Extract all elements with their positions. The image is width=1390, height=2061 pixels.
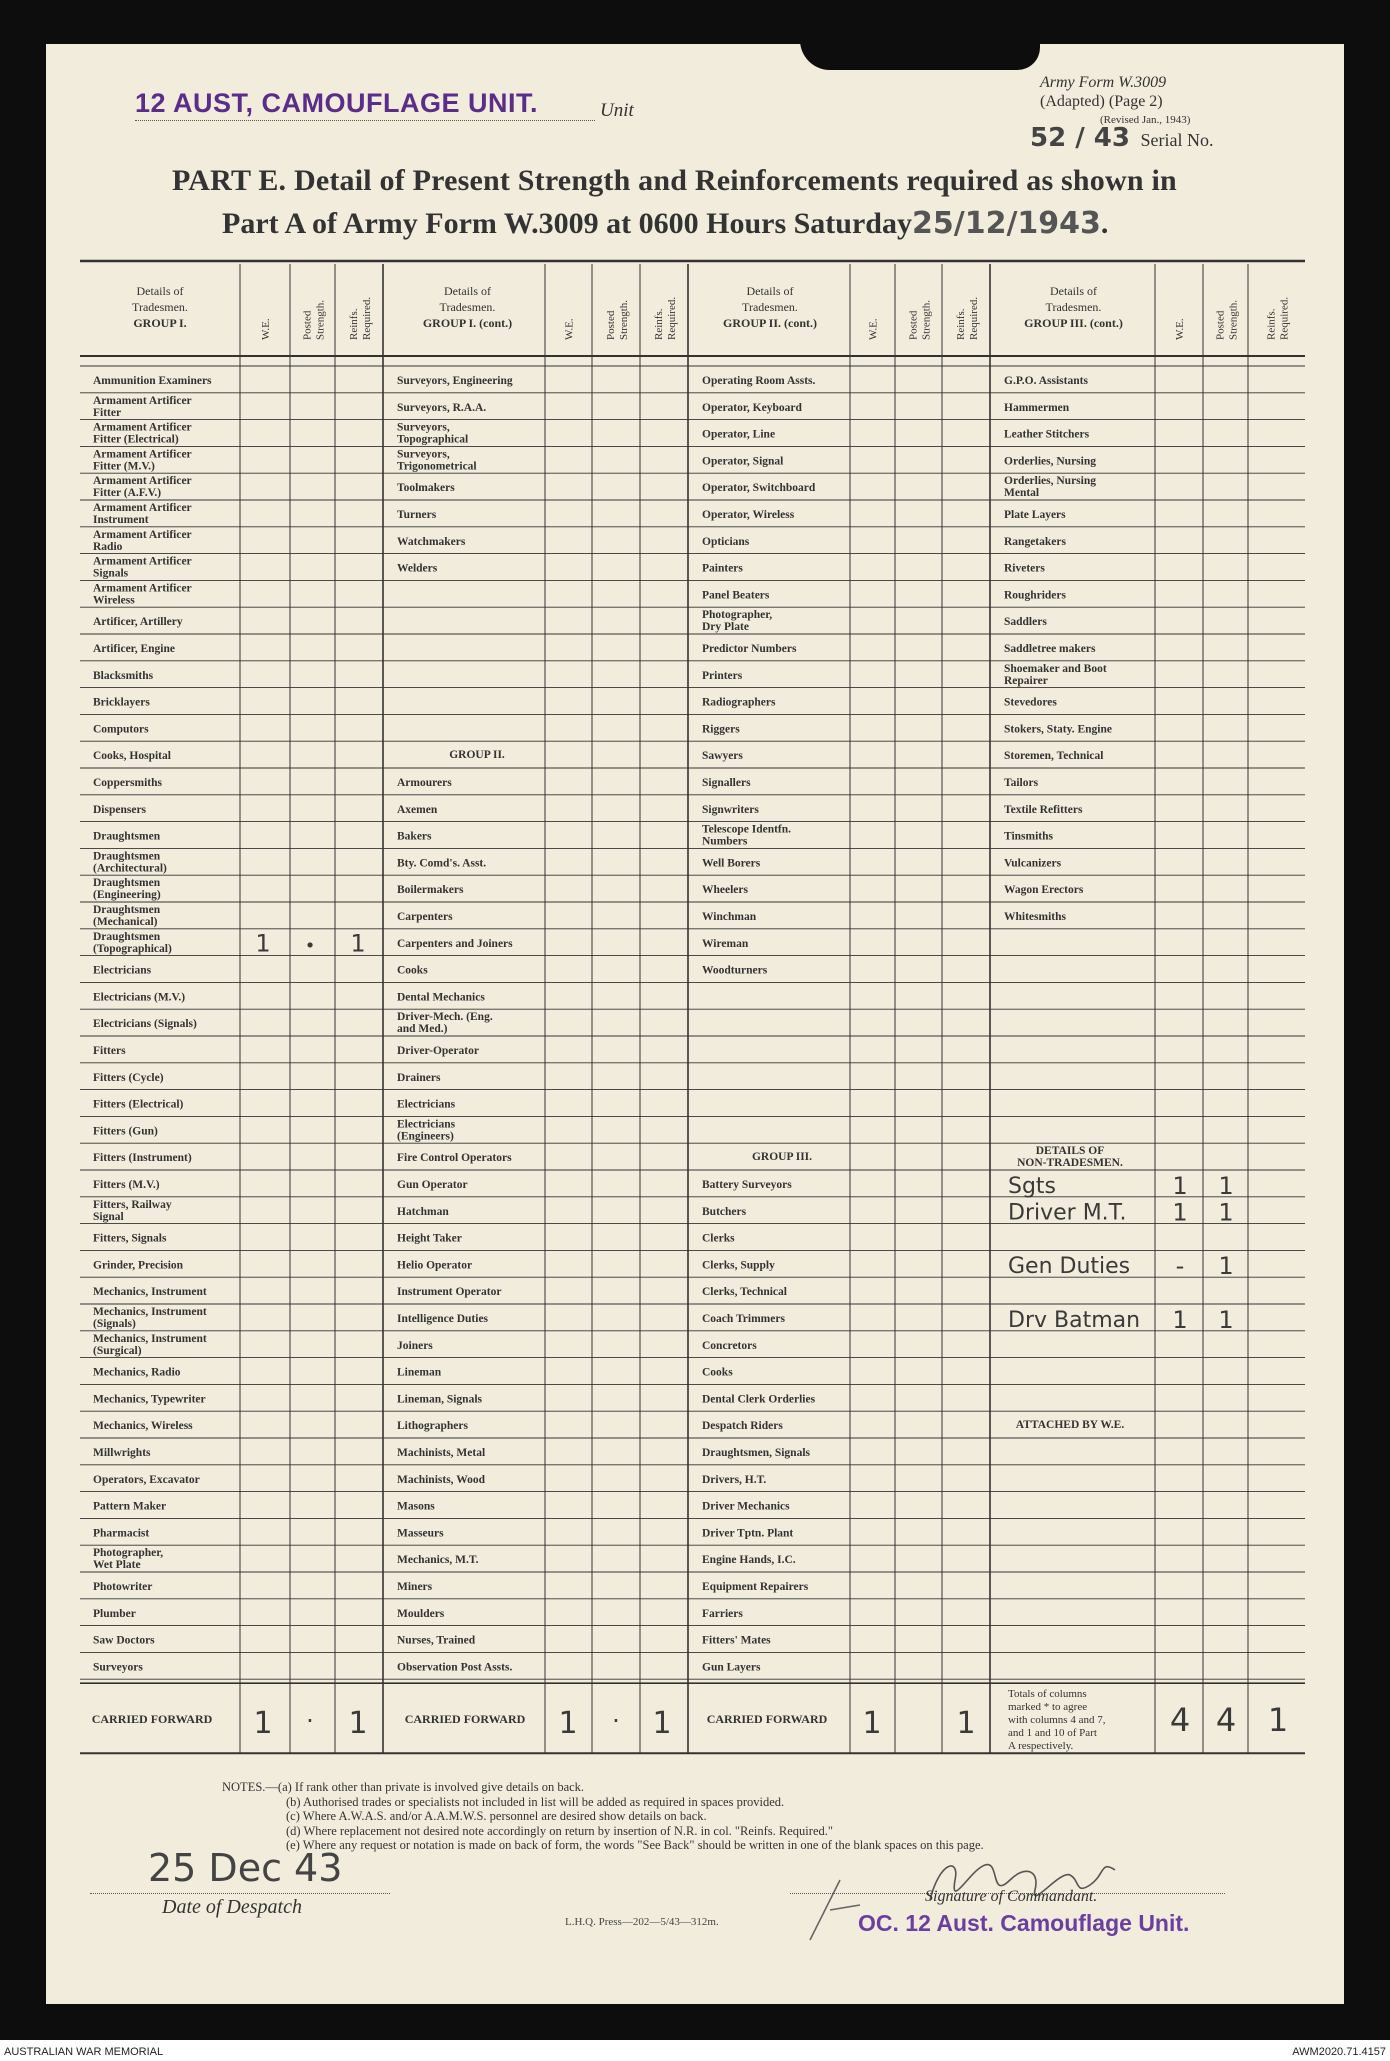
cf-we: 1 [862, 1706, 882, 1742]
group-heading: GROUP III. [751, 1151, 813, 1164]
column-header-label: Tradesmen. [132, 300, 188, 314]
trade-label: Farriers [702, 1607, 743, 1620]
serial-value: 52 / 43 [1030, 123, 1130, 153]
trade-label: Electricians (M.V.) [93, 991, 186, 1004]
trade-label: Instrument [93, 514, 149, 526]
trade-label: Armourers [397, 777, 452, 789]
trade-label: Engine Hands, I.C. [702, 1554, 796, 1567]
column-header-we: W.E. [1174, 318, 1186, 340]
column-header-reinfs: Required. [361, 296, 373, 340]
mark-posted: 1 [1218, 1305, 1234, 1334]
form-paper [46, 44, 1344, 2004]
trade-label: Mechanics, Instrument [93, 1286, 207, 1299]
trade-label: Height Taker [397, 1232, 462, 1245]
cf-reinfs: 1 [652, 1706, 672, 1742]
trade-label: Armament Artificer [93, 421, 192, 434]
trade-label: Wet Plate [93, 1559, 141, 1572]
trade-label: Stokers, Staty. Engine [1004, 723, 1112, 736]
trade-label: Observation Post Assts. [397, 1661, 513, 1674]
trade-label: Clerks, Supply [702, 1259, 775, 1272]
trade-label: Winchman [702, 911, 757, 923]
trade-label: Fitter (A.F.V.) [93, 487, 162, 500]
totals-note: A respectively. [1008, 1740, 1074, 1753]
cf-we: 1 [558, 1706, 578, 1742]
trade-label: Armament Artificer [93, 555, 192, 568]
trade-label: Radiographers [702, 696, 776, 709]
trade-label: Wireman [702, 937, 749, 950]
trade-label: Panel Beaters [702, 589, 770, 602]
trade-label: Dental Clerk Orderlies [702, 1393, 816, 1406]
trade-label: Dental Mechanics [397, 991, 485, 1004]
page-title-line2 [222, 206, 1108, 241]
trade-label: Grinder, Precision [93, 1259, 184, 1272]
trade-label: Operator, Wireless [702, 509, 795, 521]
trade-label: Bty. Comd's. Asst. [397, 857, 487, 870]
trade-label: (Surgical) [93, 1344, 142, 1357]
column-header-label: GROUP III. (cont.) [1024, 316, 1123, 330]
trade-label: Armament Artificer [93, 582, 192, 595]
trade-label: Topographical [397, 433, 469, 446]
handwritten-entry: Driver M.T. [1008, 1200, 1127, 1226]
trade-label: Hammermen [1004, 401, 1070, 414]
trade-label: Coach Trimmers [702, 1313, 785, 1325]
trade-label: Equipment Repairers [702, 1581, 809, 1593]
trade-label: Mechanics, Wireless [93, 1420, 193, 1433]
trade-label: Mechanics, Instrument [93, 1332, 207, 1345]
trade-label: Operator, Signal [702, 455, 784, 468]
column-header-posted: Posted [1214, 310, 1227, 340]
trade-label: Surveyors [93, 1661, 143, 1674]
carried-forward-label: CARRIED FORWARD [404, 1712, 526, 1727]
trade-label: Mechanics, M.T. [397, 1554, 479, 1567]
trade-label: Fitters, Signals [93, 1232, 167, 1245]
column-header-label: Tradesmen. [742, 300, 798, 314]
trade-label: Plumber [93, 1607, 136, 1620]
trade-label: Mental [1004, 487, 1040, 500]
trade-label: Battery Surveyors [702, 1179, 792, 1191]
note-b: (b) Authorised trades or specialists not included in list will be added as required in spaces provided. [286, 1794, 785, 1809]
trade-label: Drivers, H.T. [702, 1473, 767, 1486]
trade-label: Artificer, Artillery [93, 616, 183, 629]
column-header-label: Tradesmen. [1045, 300, 1102, 314]
trade-label: Bricklayers [93, 696, 150, 709]
trade-label: Lineman, Signals [397, 1393, 482, 1406]
trade-label: Fitters, Railway [93, 1198, 172, 1211]
trade-label: Telescope Identfn. [702, 823, 792, 836]
trade-label: Opticians [702, 535, 750, 548]
trade-label: Miners [397, 1581, 433, 1593]
trade-label: Signal [93, 1210, 124, 1223]
note-a: NOTES.—(a) If rank other than private is involved give details on back. [222, 1780, 585, 1794]
trade-label: Photographer, [702, 609, 773, 622]
trade-label: Fitters [93, 1045, 126, 1057]
trade-label: Fitters (Cycle) [93, 1071, 164, 1084]
trade-label: Hatchman [397, 1205, 449, 1218]
trade-label: Draughtsmen [93, 904, 161, 916]
title-prefix: Part A of Army Form W.3009 at 0600 Hours Saturday [222, 207, 912, 240]
column-header-posted: Posted [605, 310, 617, 340]
trade-label: Fitter (M.V.) [93, 460, 155, 473]
trade-label: Surveyors, [397, 448, 450, 461]
despatch-label: Date of Despatch [162, 1896, 302, 1918]
totals-note: marked * to agree [1008, 1701, 1088, 1714]
trade-label: Draughtsmen [93, 850, 161, 863]
trade-label: Cooks [397, 964, 428, 977]
trade-label: Stevedores [1004, 696, 1057, 709]
trade-label: Machinists, Metal [397, 1447, 486, 1459]
form-revised: (Revised Jan., 1943) [1100, 114, 1191, 126]
trade-label: G.P.O. Assistants [1004, 375, 1088, 387]
trade-label: Well Borers [702, 857, 761, 870]
column-header-reinfs: Required. [968, 296, 980, 340]
column-header-reinfs: Reinfs. [955, 308, 967, 340]
column-header-posted: Posted [301, 310, 314, 340]
note-d: (d) Where replacement not desired note accordingly on return by insertion of N.R. in col. "Reinfs. Required." [286, 1823, 833, 1838]
trade-label: Vulcanizers [1004, 857, 1062, 870]
column-header-reinfs: Reinfs. [348, 308, 360, 340]
trade-label: Fitters (Gun) [93, 1125, 158, 1138]
column-header-reinfs: Required. [666, 296, 678, 340]
trade-label: Operator, Keyboard [702, 401, 802, 414]
trade-label: Computors [93, 723, 149, 736]
column-header-label: Tradesmen. [439, 300, 496, 314]
form-adapted: (Adapted) (Page 2) [1040, 93, 1163, 110]
trade-label: Operator, Switchboard [702, 482, 816, 495]
trade-label: Drainers [397, 1071, 441, 1084]
trade-label: Painters [702, 562, 743, 575]
column-header-reinfs: Reinfs. [1265, 308, 1278, 340]
trade-label: Bakers [397, 830, 432, 843]
handwritten-entry: Drv Batman [1008, 1307, 1141, 1333]
trade-label: Predictor Numbers [702, 643, 797, 655]
trade-label: Numbers [702, 835, 748, 848]
trade-label: Plate Layers [1004, 509, 1066, 521]
column-header-reinfs: Required. [1278, 296, 1291, 340]
total-we: 4 [1169, 1701, 1191, 1740]
trade-label: Masseurs [397, 1527, 444, 1540]
group-heading: ATTACHED BY W.E. [1015, 1419, 1125, 1432]
trade-label: Butchers [702, 1205, 747, 1218]
army-form-reference [1040, 73, 1190, 130]
trade-label: Masons [397, 1500, 435, 1513]
cf-posted: · [306, 1707, 314, 1736]
trade-label: Draughtsmen [93, 830, 161, 843]
trade-label: Fitter (Electrical) [93, 433, 179, 446]
trade-label: Electricians [93, 964, 152, 977]
trade-label: Welders [397, 562, 438, 575]
unit-label: Unit [600, 100, 634, 121]
trade-label: Orderlies, Nursing [1004, 475, 1096, 488]
trade-label: Gun Operator [397, 1179, 468, 1191]
cf-reinfs: 1 [348, 1706, 368, 1742]
trade-label: Driver-Operator [397, 1045, 479, 1057]
unit-dotted-line [135, 120, 595, 121]
trade-label: Helio Operator [397, 1259, 473, 1272]
trade-label: Rangetakers [1004, 535, 1066, 548]
trade-label: Orderlies, Nursing [1004, 455, 1096, 468]
trade-label: Sawyers [702, 750, 743, 763]
trade-label: Whitesmiths [1004, 911, 1066, 923]
trade-label: Operating Room Assts. [702, 375, 816, 387]
trade-label: Despatch Riders [702, 1420, 783, 1433]
column-header-label: Details of [136, 284, 184, 298]
trade-label: Tinsmiths [1004, 830, 1054, 843]
mark-we: 1 [255, 929, 271, 958]
trade-label: Saddletree makers [1004, 643, 1096, 655]
trade-label: Boilermakers [397, 884, 464, 897]
trade-label: Cooks, Hospital [93, 750, 171, 763]
trade-label: Gun Layers [702, 1661, 761, 1674]
column-header-posted: Strength. [1227, 299, 1240, 340]
trade-label: Clerks [702, 1232, 735, 1245]
column-header-label: Details of [1050, 284, 1097, 298]
handwritten-entry: Sgts [1008, 1173, 1057, 1199]
trade-label: Saw Doctors [93, 1634, 155, 1647]
torn-edge [800, 40, 1040, 70]
trade-label: (Engineers) [397, 1130, 454, 1143]
trade-label: Tailors [1004, 777, 1039, 789]
column-header-label: GROUP I. (cont.) [422, 316, 513, 330]
mark-posted: 1 [1218, 1198, 1234, 1227]
group-heading: NON-TRADESMEN. [1017, 1157, 1123, 1170]
trade-label: Operators, Excavator [93, 1473, 200, 1486]
commander-stamp: OC. 12 Aust. Camouflage Unit. [858, 1910, 1190, 1936]
trade-label: Electricians [397, 1118, 456, 1131]
mark-reinfs: 1 [350, 929, 366, 958]
note-e: (e) Where any request or notation is made on back of form, the words "See Back" should be written in one of the blank spaces on this page. [286, 1838, 984, 1852]
trade-label: Millwrights [93, 1447, 151, 1459]
trade-label: Turners [397, 509, 437, 521]
trade-label: Saddlers [1004, 616, 1047, 629]
trade-label: Fitters (Instrument) [93, 1152, 192, 1165]
trade-label: (Mechanical) [93, 916, 158, 928]
handwritten-entry: Gen Duties [1008, 1254, 1131, 1280]
trade-label: Radio [93, 540, 123, 553]
trade-label: Coppersmiths [93, 777, 163, 789]
trade-label: Mechanics, Typewriter [93, 1393, 206, 1406]
trade-label: Surveyors, Engineering [397, 375, 513, 387]
carried-forward-label: CARRIED FORWARD [91, 1712, 213, 1727]
trade-label: Pattern Maker [93, 1500, 167, 1513]
trade-label: Trigonometrical [397, 460, 477, 473]
trade-label: Woodturners [702, 964, 768, 977]
column-header-we: W.E. [563, 318, 576, 340]
column-header-we: W.E. [867, 318, 880, 340]
trade-label: Fitters (Electrical) [93, 1098, 184, 1111]
trade-label: Lithographers [397, 1420, 468, 1433]
cf-reinfs: 1 [956, 1706, 976, 1742]
trade-label: Printers [702, 669, 743, 682]
trade-label: Ammunition Examiners [93, 375, 212, 387]
trade-label: Carpenters [397, 911, 453, 923]
trade-label: (Architectural) [93, 862, 167, 875]
trade-label: Joiners [397, 1339, 433, 1352]
trade-label: Leather Stitchers [1004, 428, 1090, 441]
mark-we: 1 [1172, 1198, 1188, 1227]
signature-label: Signature of Commandant. [925, 1888, 1098, 1905]
trade-label: Lineman [397, 1366, 442, 1379]
trade-label: (Engineering) [93, 889, 161, 902]
trade-label: Wireless [93, 594, 135, 607]
trade-label: Photographer, [93, 1547, 164, 1560]
trade-label: Watchmakers [397, 535, 466, 548]
trade-label: Signallers [702, 777, 751, 789]
form-number: Army Form W.3009 [1040, 74, 1167, 91]
trade-label: Cooks [702, 1366, 733, 1379]
trade-label: Roughriders [1004, 589, 1066, 602]
mark-posted: 1 [1218, 1252, 1234, 1281]
unit-name: 12 AUST, CAMOUFLAGE UNIT. [135, 88, 539, 118]
page-title-line1: PART E. Detail of Present Strength and Reinforcements required as shown in [172, 164, 1177, 197]
column-header-posted: Strength. [618, 299, 630, 340]
trade-label: Machinists, Wood [397, 1473, 485, 1486]
trade-label: Textile Refitters [1004, 803, 1083, 816]
total-reinfs: 1 [1267, 1701, 1289, 1740]
trade-label: Signals [93, 567, 129, 580]
trade-label: Fitters' Mates [702, 1634, 771, 1647]
column-header-we: W.E. [260, 318, 272, 340]
trade-label: Surveyors, [397, 421, 450, 434]
column-header-posted: Strength. [314, 299, 327, 340]
column-header-label: GROUP II. (cont.) [723, 316, 817, 330]
trade-label: Riggers [702, 723, 740, 736]
title-end: . [1100, 207, 1109, 240]
trade-label: Draughtsmen [93, 877, 161, 890]
trade-label: Fitters (M.V.) [93, 1179, 160, 1191]
trade-label: Wagon Erectors [1004, 884, 1084, 897]
trade-label: Electricians (Signals) [93, 1018, 197, 1031]
trade-label: Armament Artificer [93, 502, 192, 514]
totals-note: Totals of columns [1008, 1688, 1087, 1701]
trade-label: Shoemaker and Boot [1004, 662, 1107, 675]
trade-label: Pharmacist [93, 1527, 150, 1540]
totals-note: with columns 4 and 7, [1008, 1714, 1106, 1727]
trade-label: Fire Control Operators [397, 1152, 512, 1165]
trade-label: Wheelers [702, 884, 748, 897]
mark-we: 1 [1172, 1305, 1188, 1334]
column-header-label: Details of [746, 284, 794, 298]
carried-forward-label: CARRIED FORWARD [706, 1712, 828, 1727]
mark-posted: 1 [1218, 1171, 1234, 1200]
trade-label: Intelligence Duties [397, 1313, 489, 1325]
trade-label: Axemen [397, 803, 438, 816]
trade-label: Photowriter [93, 1581, 153, 1593]
trade-label: Armament Artificer [93, 448, 192, 461]
cf-we: 1 [253, 1706, 273, 1742]
title-date: 25/12/1943 [912, 206, 1101, 241]
trade-label: Surveyors, R.A.A. [397, 401, 487, 414]
trade-label: Armament Artificer [93, 528, 192, 541]
mark-posted: • [304, 935, 316, 957]
trade-label: Electricians [397, 1098, 456, 1111]
trade-label: Armament Artificer [93, 394, 192, 407]
trade-label: (Topographical) [93, 942, 172, 955]
group-heading: DETAILS OF [1035, 1145, 1105, 1158]
archive-credit: AUSTRALIAN WAR MEMORIAL [4, 2046, 164, 2058]
serial-number [1030, 123, 1213, 153]
column-header-reinfs: Reinfs. [653, 308, 665, 340]
trade-label: and Med.) [397, 1023, 448, 1036]
column-header-posted: Strength. [920, 299, 933, 340]
mark-we: 1 [1172, 1171, 1188, 1200]
trade-label: Armament Artificer [93, 475, 192, 488]
total-posted: 4 [1215, 1701, 1237, 1740]
mark-we: - [1175, 1252, 1185, 1281]
trade-label: Clerks, Technical [702, 1286, 787, 1299]
trade-label: Signwriters [702, 803, 759, 816]
column-header-posted: Posted [907, 310, 920, 340]
press-code: L.H.Q. Press—202—5/43—312m. [565, 1916, 719, 1928]
trade-label: Fitter [93, 406, 122, 419]
trade-label: Mechanics, Radio [93, 1366, 181, 1379]
trade-label: Concretors [702, 1339, 757, 1352]
trade-label: Nurses, Trained [397, 1634, 476, 1647]
trade-label: Toolmakers [397, 482, 455, 495]
trade-label: Carpenters and Joiners [397, 937, 513, 950]
trade-label: Dry Plate [702, 621, 749, 634]
trade-label: Mechanics, Instrument [93, 1306, 207, 1318]
column-header-label: GROUP I. [133, 316, 187, 330]
serial-label: Serial No. [1140, 130, 1214, 150]
trade-label: Repairer [1004, 674, 1048, 687]
cf-posted: · [612, 1707, 620, 1736]
trade-label: Driver Mechanics [702, 1500, 790, 1513]
trade-label: Operator, Line [702, 428, 776, 441]
totals-note: and 1 and 10 of Part [1008, 1727, 1097, 1740]
trade-label: Blacksmiths [93, 669, 154, 682]
trade-label: Dispensers [93, 803, 147, 816]
trade-label: Moulders [397, 1607, 445, 1620]
trade-label: Instrument Operator [397, 1286, 502, 1299]
trade-label: Storemen, Technical [1004, 750, 1104, 763]
column-header-label: Details of [444, 284, 491, 298]
trade-label: (Signals) [93, 1318, 136, 1330]
trade-label: Riveters [1004, 562, 1045, 575]
archive-id: AWM2020.71.4157 [1292, 2046, 1386, 2058]
trade-label: Driver Tptn. Plant [702, 1527, 794, 1540]
trade-label: Draughtsmen [93, 930, 161, 943]
group-heading: GROUP II. [449, 749, 505, 762]
despatch-date: 25 Dec 43 [148, 1846, 343, 1890]
despatch-dotted-line [90, 1893, 390, 1894]
note-c: (c) Where A.W.A.S. and/or A.A.M.W.S. personnel are desired show details on back. [286, 1809, 707, 1823]
trade-label: Artificer, Engine [93, 643, 175, 655]
trade-label: Driver-Mech. (Eng. [397, 1011, 493, 1024]
trade-label: Draughtsmen, Signals [702, 1447, 810, 1459]
